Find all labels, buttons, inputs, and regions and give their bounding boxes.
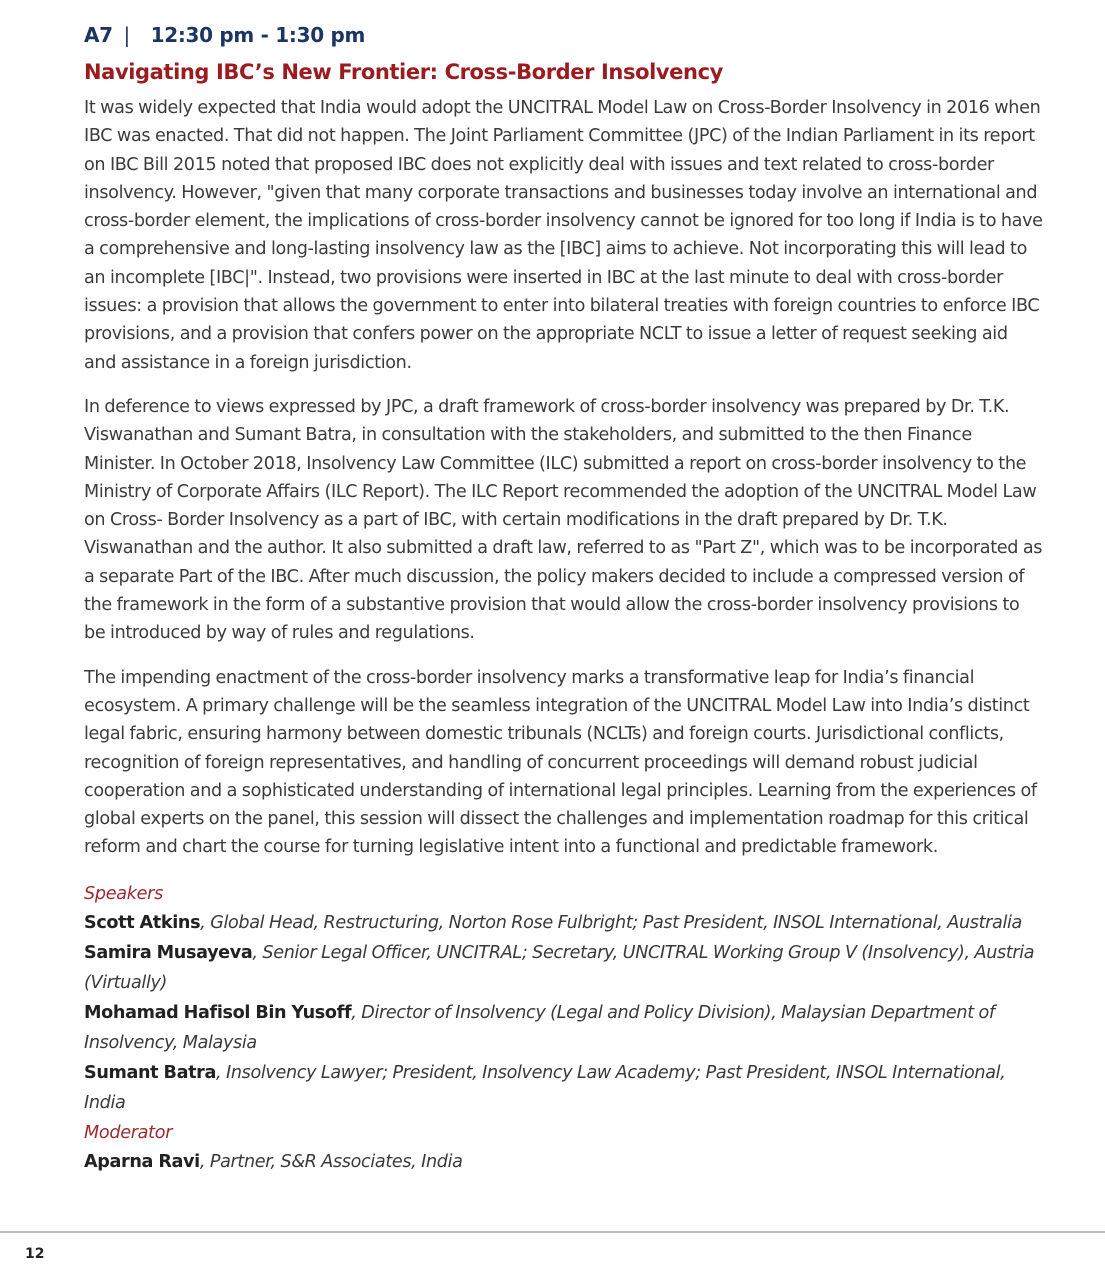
speaker-description: , Insolvency Lawyer; President, Insolvency Law Academy; Past President, INSOL International, India [84,1062,1006,1113]
speaker-description: , Global Head, Restructuring, Norton Rose Fulbright; Past President, INSOL International, Australia [200,912,1022,933]
speaker-entry [84,1058,1044,1118]
speaker-name: Scott Atkins [84,912,201,933]
moderator-description: , Partner, S&R Associates, India [199,1151,463,1172]
session-code: A7 [84,23,113,47]
description-paragraph-1: It was widely expected that India would adopt the UNCITRAL Model Law on Cross-Border Insolvency in 2016 when IBC was enacted. That did not happen. The Joint Parliament Committee (JPC) of the Indian Parliament in its report on IBC Bill 2015 noted that proposed IBC does not explicitly deal with issues and text related to cross-border insolvency. However, "given that many corporate transactions and businesses today involve an international and cross-border element, the implications of cross-border insolvency cannot be ignored for too long if India is to have a comprehensive and long-lasting insolvency law as the [IBC] aims to achieve. Not incorporating this will lead to an incomplete [IBC|". Instead, two provisions were inserted in IBC at the last minute to deal with cross-border issues: a provision that allows the government to enter into bilateral treaties with foreign countries to enforce IBC provisions, and a provision that confers power on the appropriate NCLT to issue a letter of request seeking aid and assistance in a foreign jurisdiction. [84,98,1043,373]
moderator-entry [84,1147,1044,1177]
speaker-name: Sumant Batra [84,1062,217,1083]
speaker-entry [84,998,1044,1058]
speakers-heading: Speakers [84,883,163,904]
session-page [84,20,1044,1177]
session-separator: | [123,23,130,47]
description-paragraph-2: In deference to views expressed by JPC, a draft framework of cross-border insolvency was prepared by Dr. T.K. Viswanathan and Sumant Batra, in consultation with the stakeholders, and submitted to the then Finance Minister. In October 2018, Insolvency Law Committee (ILC) submitted a report on cross-border insolvency to the Ministry of Corporate Affairs (ILC Report). The ILC Report recommended the adoption of the UNCITRAL Model Law on Cross- Border Insolvency as a part of IBC, with certain modifications in the draft prepared by Dr. T.K. Viswanathan and the author. It also submitted a draft law, referred to as "Part Z", which was to be incorporated as a separate Part of the IBC. After much discussion, the policy makers decided to include a compressed version of the framework in the form of a substantive provision that would allow the cross-border insolvency provisions to be introduced by way of rules and regulations. [84,396,1043,644]
speaker-description: , Director of Insolvency (Legal and Policy Division), Malaysian Department of Insolvency, Malaysia [84,1002,995,1053]
page-number: 12 [25,1246,45,1262]
session-title: Navigating IBC’s New Frontier: Cross-Border Insolvency [84,60,723,84]
footer-divider [0,1231,1105,1233]
speaker-entry [84,908,1044,938]
session-time: 12:30 pm - 1:30 pm [150,23,366,47]
description-paragraph-3: The impending enactment of the cross-border insolvency marks a transformative leap for India’s financial ecosystem. A primary challenge will be the seamless integration of the UNCITRAL Model Law into India’s distinct legal fabric, ensuring harmony between domestic tribunals (NCLTs) and foreign courts. Jurisdictional conflicts, recognition of foreign representatives, and handling of concurrent proceedings will demand robust judicial cooperation and a sophisticated understanding of international legal principles. Learning from the experiences of global experts on the panel, this session will dissect the challenges and implementation roadmap for this critical reform and chart the course for turning legislative intent into a functional and predictable framework. [84,667,1037,858]
speaker-name: Mohamad Hafisol Bin Yusoff [84,1002,352,1023]
speaker-name: Samira Musayeva [84,942,253,963]
speaker-description: , Senior Legal Officer, UNCITRAL; Secretary, UNCITRAL Working Group V (Insolvency), Austria (Virtually) [84,942,1035,993]
session-header [84,20,1044,50]
speaker-entry [84,938,1044,998]
moderator-name: Aparna Ravi [84,1151,200,1172]
moderator-heading: Moderator [84,1122,173,1143]
